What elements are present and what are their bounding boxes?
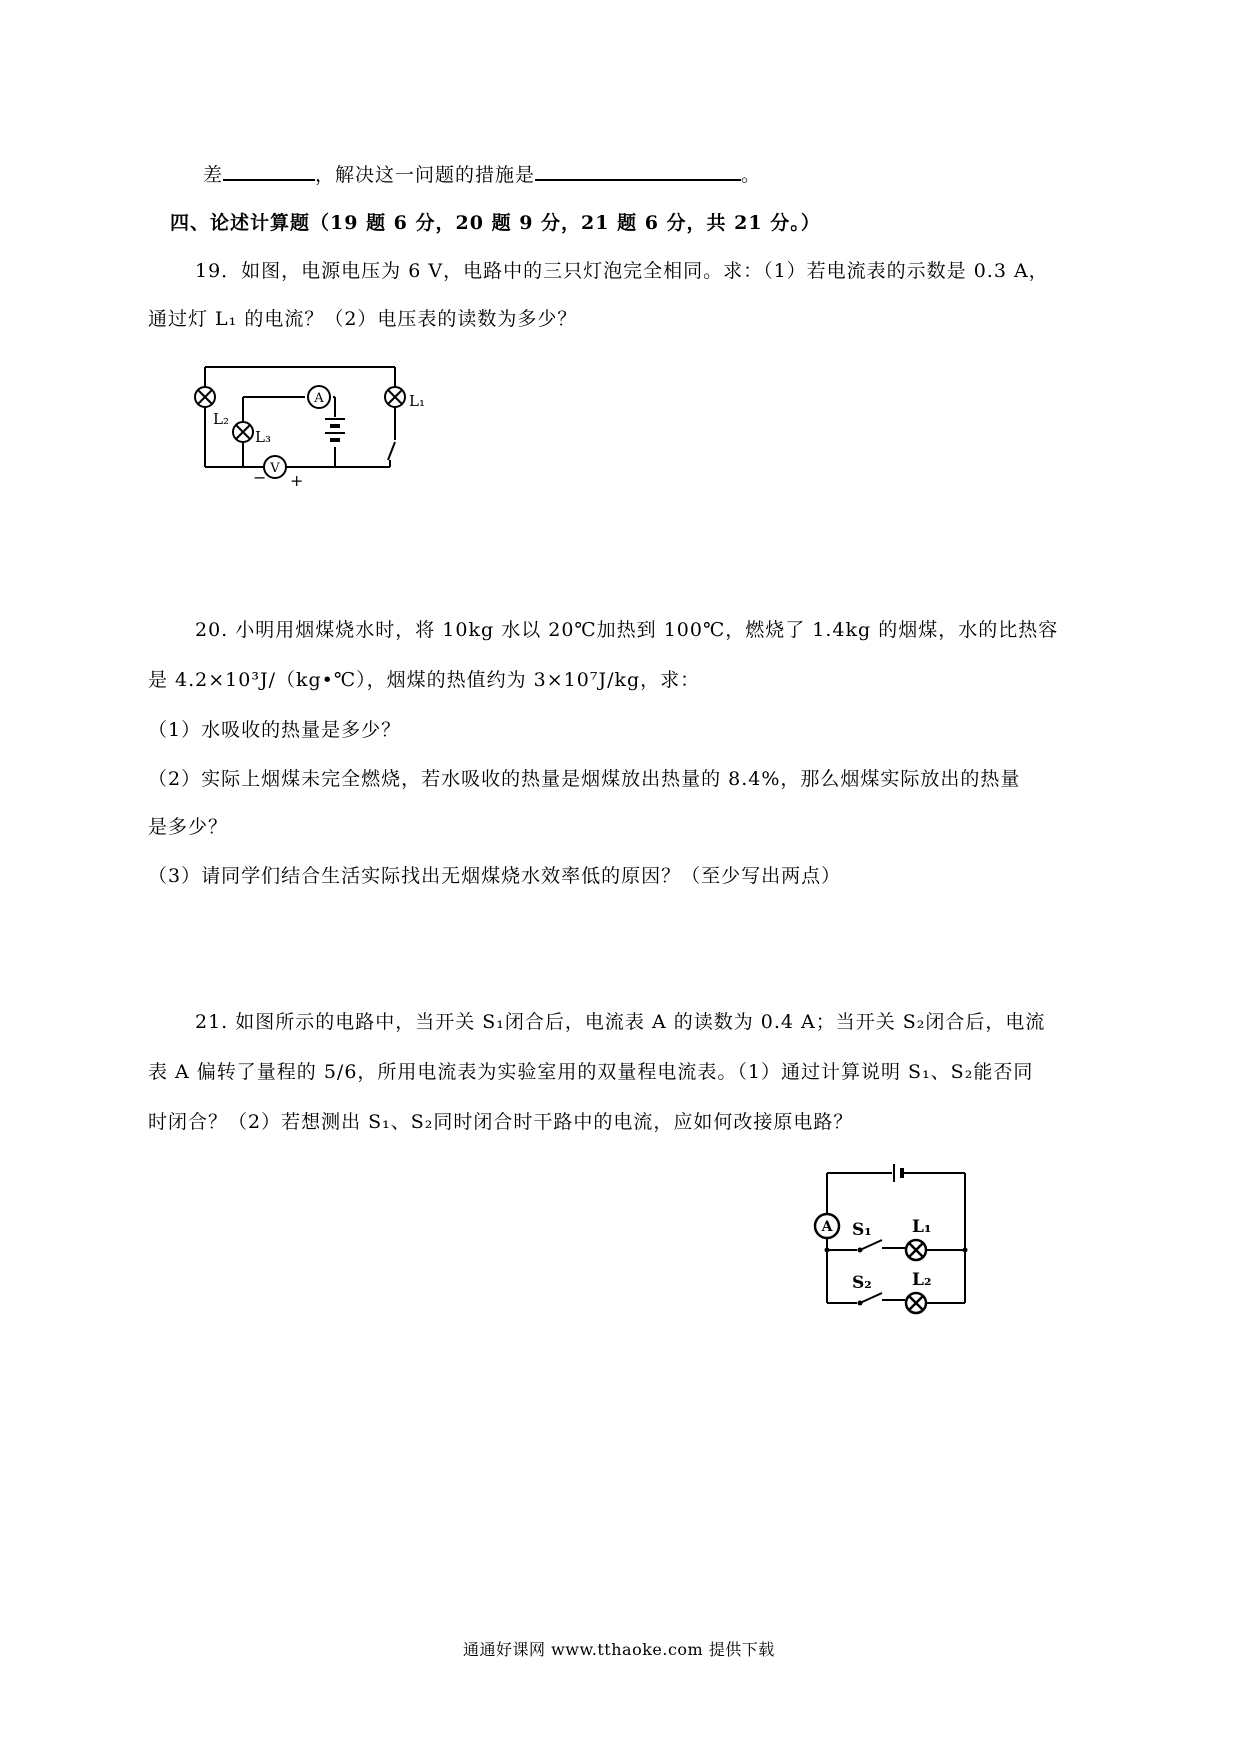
ammeter-icon <box>815 1214 839 1238</box>
q20-part-2b: 是多少？ <box>148 816 229 838</box>
q19-circuit-diagram <box>185 362 445 492</box>
label-s1: S₁ <box>852 1220 872 1240</box>
q20-line-2: 是 4.2×10³J/（kg•℃），烟煤的热值约为 3×10⁷J/kg，求： <box>148 669 701 691</box>
label-l1: L₁ <box>912 1217 932 1237</box>
label-s2: S₂ <box>852 1273 872 1293</box>
voltmeter-label: V <box>270 461 280 476</box>
q18-continuation <box>203 161 761 187</box>
page-footer: 通通好课网 www.tthaoke.com 提供下载 <box>463 1640 775 1659</box>
q21-line-2: 表 A 偏转了量程的 5/6，所用电流表为实验室用的双量程电流表。（1）通过计算说明 S₁、S₂能否同 <box>148 1061 1034 1083</box>
voltmeter-plus-sign: + <box>290 471 304 490</box>
section-four-scores: （19 题 6 分，20 题 9 分，21 题 6 分，共 21 分。） <box>310 212 821 234</box>
answer-blank-2[interactable] <box>535 161 741 181</box>
q20-part-3: （3）请同学们结合生活实际找出无烟煤烧水效率低的原因？（至少写出两点） <box>148 865 842 887</box>
q20-part-1: （1）水吸收的热量是多少？ <box>148 719 402 741</box>
section-four-title: 四、论述计算题 <box>170 212 311 234</box>
label-l3: L₃ <box>255 428 271 446</box>
q21-line-1: 21. 如图所示的电路中，当开关 S₁闭合后，电流表 A 的读数为 0.4 A；当开关 S₂闭合后，电流 <box>195 1011 1046 1033</box>
label-l1: L₁ <box>409 392 425 410</box>
label-l2: L₂ <box>912 1270 932 1290</box>
voltmeter-minus-sign: − <box>253 468 267 487</box>
lamp-l1-icon <box>906 1240 926 1260</box>
q18-text-mid: ，解决这一问题的措施是 <box>315 164 536 186</box>
q20-part-2a: （2）实际上烟煤未完全燃烧，若水吸收的热量是烟煤放出热量的 8.4%，那么烟煤实际放出的热量 <box>148 768 1021 790</box>
ammeter-label: A <box>314 391 324 406</box>
lamp-l2-icon <box>195 387 215 407</box>
answer-blank-1[interactable] <box>223 161 315 181</box>
ammeter-label: A <box>821 1219 833 1235</box>
lamp-l2-icon <box>906 1293 926 1313</box>
q19-line-1: 19．如图，电源电压为 6 V，电路中的三只灯泡完全相同。求：（1）若电流表的示数是 0.3 A， <box>195 260 1049 282</box>
battery-icon <box>894 1164 902 1182</box>
lamp-l1-icon <box>385 387 405 407</box>
q19-line-2: 通过灯 L₁ 的电流？（2）电压表的读数为多少？ <box>148 308 578 330</box>
ammeter-icon <box>308 386 330 408</box>
q18-text-end: 。 <box>741 164 762 186</box>
q21-line-3: 时闭合？（2）若想测出 S₁、S₂同时闭合时干路中的电流，应如何改接原电路？ <box>148 1111 854 1133</box>
q21-circuit-diagram <box>800 1160 980 1310</box>
voltmeter-icon <box>264 456 286 478</box>
label-l2: L₂ <box>213 410 229 428</box>
q20-line-1: 20. 小明用烟煤烧水时，将 10kg 水以 20℃加热到 100℃，燃烧了 1.4kg 的烟煤，水的比热容 <box>195 619 1059 641</box>
q18-text-pre: 差 <box>203 164 224 186</box>
battery-icon <box>325 419 345 440</box>
switch-contacts <box>825 1248 968 1306</box>
section-four-heading <box>170 211 821 235</box>
switch-icon <box>388 432 395 467</box>
lamp-l3-icon <box>233 422 253 442</box>
